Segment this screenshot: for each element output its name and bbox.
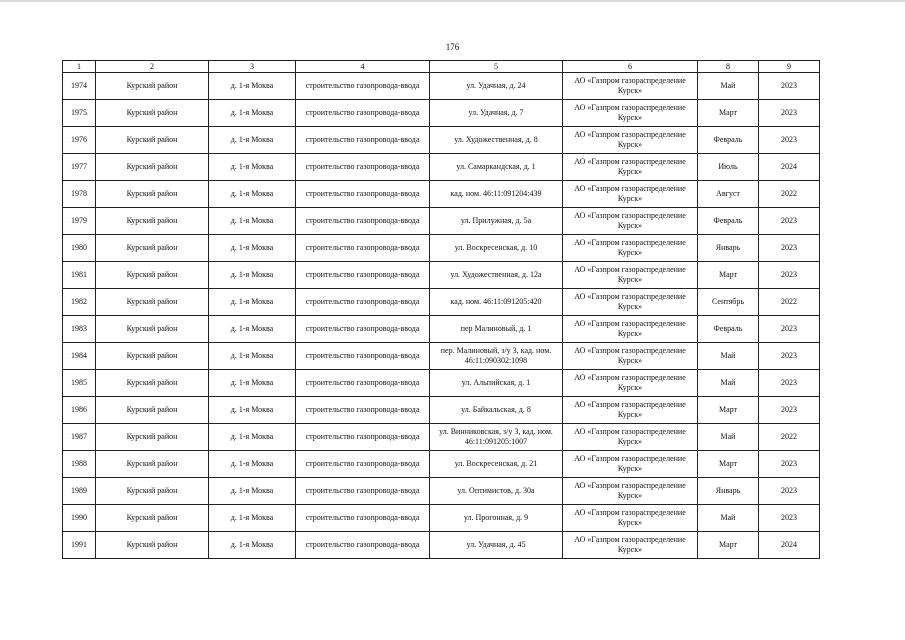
year-cell: 2023: [759, 262, 820, 289]
month-cell: Март: [698, 262, 759, 289]
work-type-cell: строительство газопровода-ввода: [296, 235, 430, 262]
organization-cell: АО «Газпром газораспределение Курск»: [563, 451, 698, 478]
row-number-cell: 1974: [63, 73, 96, 100]
table-row: [63, 370, 820, 397]
month-cell: Сентябрь: [698, 289, 759, 316]
district-cell: Курский район: [96, 505, 209, 532]
row-number-cell: 1978: [63, 181, 96, 208]
year-cell: 2023: [759, 208, 820, 235]
year-cell: 2023: [759, 343, 820, 370]
district-cell: Курский район: [96, 100, 209, 127]
organization-cell: АО «Газпром газораспределение Курск»: [563, 235, 698, 262]
organization-cell: АО «Газпром газораспределение Курск»: [563, 262, 698, 289]
organization-cell: АО «Газпром газораспределение Курск»: [563, 370, 698, 397]
settlement-cell: д. 1-я Моква: [209, 370, 296, 397]
settlement-cell: д. 1-я Моква: [209, 424, 296, 451]
address-cell: ул. Удачная, д. 7: [430, 100, 563, 127]
work-type-cell: строительство газопровода-ввода: [296, 532, 430, 559]
work-type-cell: строительство газопровода-ввода: [296, 289, 430, 316]
month-cell: Май: [698, 505, 759, 532]
row-number-cell: 1977: [63, 154, 96, 181]
work-type-cell: строительство газопровода-ввода: [296, 100, 430, 127]
row-number-cell: 1986: [63, 397, 96, 424]
table-row: [63, 478, 820, 505]
year-cell: 2022: [759, 181, 820, 208]
year-cell: 2022: [759, 289, 820, 316]
row-number-cell: 1991: [63, 532, 96, 559]
row-number-cell: 1983: [63, 316, 96, 343]
address-cell: ул. Самаркандская, д. 1: [430, 154, 563, 181]
row-number-cell: 1980: [63, 235, 96, 262]
district-cell: Курский район: [96, 343, 209, 370]
work-type-cell: строительство газопровода-ввода: [296, 397, 430, 424]
month-cell: Май: [698, 370, 759, 397]
settlement-cell: д. 1-я Моква: [209, 451, 296, 478]
month-cell: Февраль: [698, 208, 759, 235]
column-header: 5: [430, 61, 563, 73]
month-cell: Июль: [698, 154, 759, 181]
table-row: [63, 424, 820, 451]
organization-cell: АО «Газпром газораспределение Курск»: [563, 532, 698, 559]
table-row: [63, 208, 820, 235]
district-cell: Курский район: [96, 316, 209, 343]
district-cell: Курский район: [96, 370, 209, 397]
column-number-row: [63, 61, 820, 73]
table-row: [63, 73, 820, 100]
settlement-cell: д. 1-я Моква: [209, 397, 296, 424]
work-type-cell: строительство газопровода-ввода: [296, 262, 430, 289]
district-cell: Курский район: [96, 397, 209, 424]
organization-cell: АО «Газпром газораспределение Курск»: [563, 424, 698, 451]
organization-cell: АО «Газпром газораспределение Курск»: [563, 127, 698, 154]
row-number-cell: 1981: [63, 262, 96, 289]
table-row: [63, 397, 820, 424]
district-cell: Курский район: [96, 289, 209, 316]
month-cell: Февраль: [698, 127, 759, 154]
column-header: 3: [209, 61, 296, 73]
work-type-cell: строительство газопровода-ввода: [296, 343, 430, 370]
address-cell: ул. Удачная, д. 24: [430, 73, 563, 100]
table-row: [63, 451, 820, 478]
month-cell: Август: [698, 181, 759, 208]
table-row: [63, 343, 820, 370]
year-cell: 2023: [759, 451, 820, 478]
table-row: [63, 154, 820, 181]
address-cell: ул. Прилужная, д. 5а: [430, 208, 563, 235]
address-cell: пер. Малиновый, з/у 3, кад. ном. 46:11:090302:1098: [430, 343, 563, 370]
year-cell: 2023: [759, 127, 820, 154]
district-cell: Курский район: [96, 181, 209, 208]
table-row: [63, 262, 820, 289]
district-cell: Курский район: [96, 262, 209, 289]
table-row: [63, 127, 820, 154]
month-cell: Январь: [698, 478, 759, 505]
work-type-cell: строительство газопровода-ввода: [296, 181, 430, 208]
organization-cell: АО «Газпром газораспределение Курск»: [563, 289, 698, 316]
column-header: 2: [96, 61, 209, 73]
work-type-cell: строительство газопровода-ввода: [296, 478, 430, 505]
row-number-cell: 1976: [63, 127, 96, 154]
year-cell: 2022: [759, 424, 820, 451]
work-type-cell: строительство газопровода-ввода: [296, 451, 430, 478]
column-header: 4: [296, 61, 430, 73]
work-type-cell: строительство газопровода-ввода: [296, 316, 430, 343]
settlement-cell: д. 1-я Моква: [209, 154, 296, 181]
year-cell: 2023: [759, 505, 820, 532]
year-cell: 2023: [759, 316, 820, 343]
table-row: [63, 316, 820, 343]
row-number-cell: 1987: [63, 424, 96, 451]
address-cell: ул. Художественная, д. 12а: [430, 262, 563, 289]
district-cell: Курский район: [96, 235, 209, 262]
organization-cell: АО «Газпром газораспределение Курск»: [563, 154, 698, 181]
organization-cell: АО «Газпром газораспределение Курск»: [563, 397, 698, 424]
settlement-cell: д. 1-я Моква: [209, 316, 296, 343]
organization-cell: АО «Газпром газораспределение Курск»: [563, 478, 698, 505]
column-header: 6: [563, 61, 698, 73]
organization-cell: АО «Газпром газораспределение Курск»: [563, 73, 698, 100]
row-number-cell: 1982: [63, 289, 96, 316]
column-header: 8: [698, 61, 759, 73]
month-cell: Май: [698, 343, 759, 370]
table-row: [63, 289, 820, 316]
month-cell: Март: [698, 100, 759, 127]
month-cell: Январь: [698, 235, 759, 262]
month-cell: Март: [698, 451, 759, 478]
year-cell: 2024: [759, 154, 820, 181]
address-cell: кад. ном. 46:11:091204:439: [430, 181, 563, 208]
organization-cell: АО «Газпром газораспределение Курск»: [563, 505, 698, 532]
work-type-cell: строительство газопровода-ввода: [296, 154, 430, 181]
address-cell: ул. Воскресенская, д. 10: [430, 235, 563, 262]
year-cell: 2024: [759, 532, 820, 559]
scan-edge: [0, 0, 905, 2]
address-cell: ул. Художественная, д. 8: [430, 127, 563, 154]
organization-cell: АО «Газпром газораспределение Курск»: [563, 100, 698, 127]
settlement-cell: д. 1-я Моква: [209, 181, 296, 208]
row-number-cell: 1988: [63, 451, 96, 478]
work-type-cell: строительство газопровода-ввода: [296, 424, 430, 451]
district-cell: Курский район: [96, 532, 209, 559]
district-cell: Курский район: [96, 424, 209, 451]
address-cell: ул. Прогонная, д. 9: [430, 505, 563, 532]
address-cell: кад. ном. 46:11:091205:420: [430, 289, 563, 316]
page-number: 176: [445, 42, 460, 52]
organization-cell: АО «Газпром газораспределение Курск»: [563, 181, 698, 208]
table-row: [63, 235, 820, 262]
year-cell: 2023: [759, 370, 820, 397]
organization-cell: АО «Газпром газораспределение Курск»: [563, 208, 698, 235]
month-cell: Февраль: [698, 316, 759, 343]
row-number-cell: 1975: [63, 100, 96, 127]
month-cell: Май: [698, 73, 759, 100]
month-cell: Май: [698, 424, 759, 451]
work-type-cell: строительство газопровода-ввода: [296, 208, 430, 235]
settlement-cell: д. 1-я Моква: [209, 289, 296, 316]
settlement-cell: д. 1-я Моква: [209, 262, 296, 289]
address-cell: ул. Байкальская, д. 8: [430, 397, 563, 424]
year-cell: 2023: [759, 235, 820, 262]
organization-cell: АО «Газпром газораспределение Курск»: [563, 343, 698, 370]
district-cell: Курский район: [96, 451, 209, 478]
year-cell: 2023: [759, 100, 820, 127]
settlement-cell: д. 1-я Моква: [209, 343, 296, 370]
settlement-cell: д. 1-я Моква: [209, 235, 296, 262]
district-cell: Курский район: [96, 208, 209, 235]
table-row: [63, 532, 820, 559]
work-type-cell: строительство газопровода-ввода: [296, 505, 430, 532]
district-cell: Курский район: [96, 127, 209, 154]
address-cell: пер Малиновый, д. 1: [430, 316, 563, 343]
row-number-cell: 1979: [63, 208, 96, 235]
settlement-cell: д. 1-я Моква: [209, 478, 296, 505]
district-cell: Курский район: [96, 73, 209, 100]
table-row: [63, 505, 820, 532]
row-number-cell: 1984: [63, 343, 96, 370]
settlement-cell: д. 1-я Моква: [209, 127, 296, 154]
settlement-cell: д. 1-я Моква: [209, 505, 296, 532]
row-number-cell: 1990: [63, 505, 96, 532]
table-row: [63, 181, 820, 208]
address-cell: ул. Винниковская, з/у 3, кад. ном. 46:11:091205:1007: [430, 424, 563, 451]
row-number-cell: 1989: [63, 478, 96, 505]
work-type-cell: строительство газопровода-ввода: [296, 370, 430, 397]
table-row: [63, 100, 820, 127]
organization-cell: АО «Газпром газораспределение Курск»: [563, 316, 698, 343]
year-cell: 2023: [759, 73, 820, 100]
address-cell: ул. Воскресенская, д. 21: [430, 451, 563, 478]
column-header: 9: [759, 61, 820, 73]
month-cell: Март: [698, 532, 759, 559]
register-table: [62, 60, 820, 559]
year-cell: 2023: [759, 397, 820, 424]
address-cell: ул. Альпийская, д. 1: [430, 370, 563, 397]
district-cell: Курский район: [96, 154, 209, 181]
settlement-cell: д. 1-я Моква: [209, 100, 296, 127]
column-header: 1: [63, 61, 96, 73]
settlement-cell: д. 1-я Моква: [209, 208, 296, 235]
settlement-cell: д. 1-я Моква: [209, 73, 296, 100]
address-cell: ул. Оптимистов, д. 30а: [430, 478, 563, 505]
settlement-cell: д. 1-я Моква: [209, 532, 296, 559]
row-number-cell: 1985: [63, 370, 96, 397]
work-type-cell: строительство газопровода-ввода: [296, 127, 430, 154]
work-type-cell: строительство газопровода-ввода: [296, 73, 430, 100]
year-cell: 2023: [759, 478, 820, 505]
district-cell: Курский район: [96, 478, 209, 505]
month-cell: Март: [698, 397, 759, 424]
address-cell: ул. Удачная, д. 45: [430, 532, 563, 559]
